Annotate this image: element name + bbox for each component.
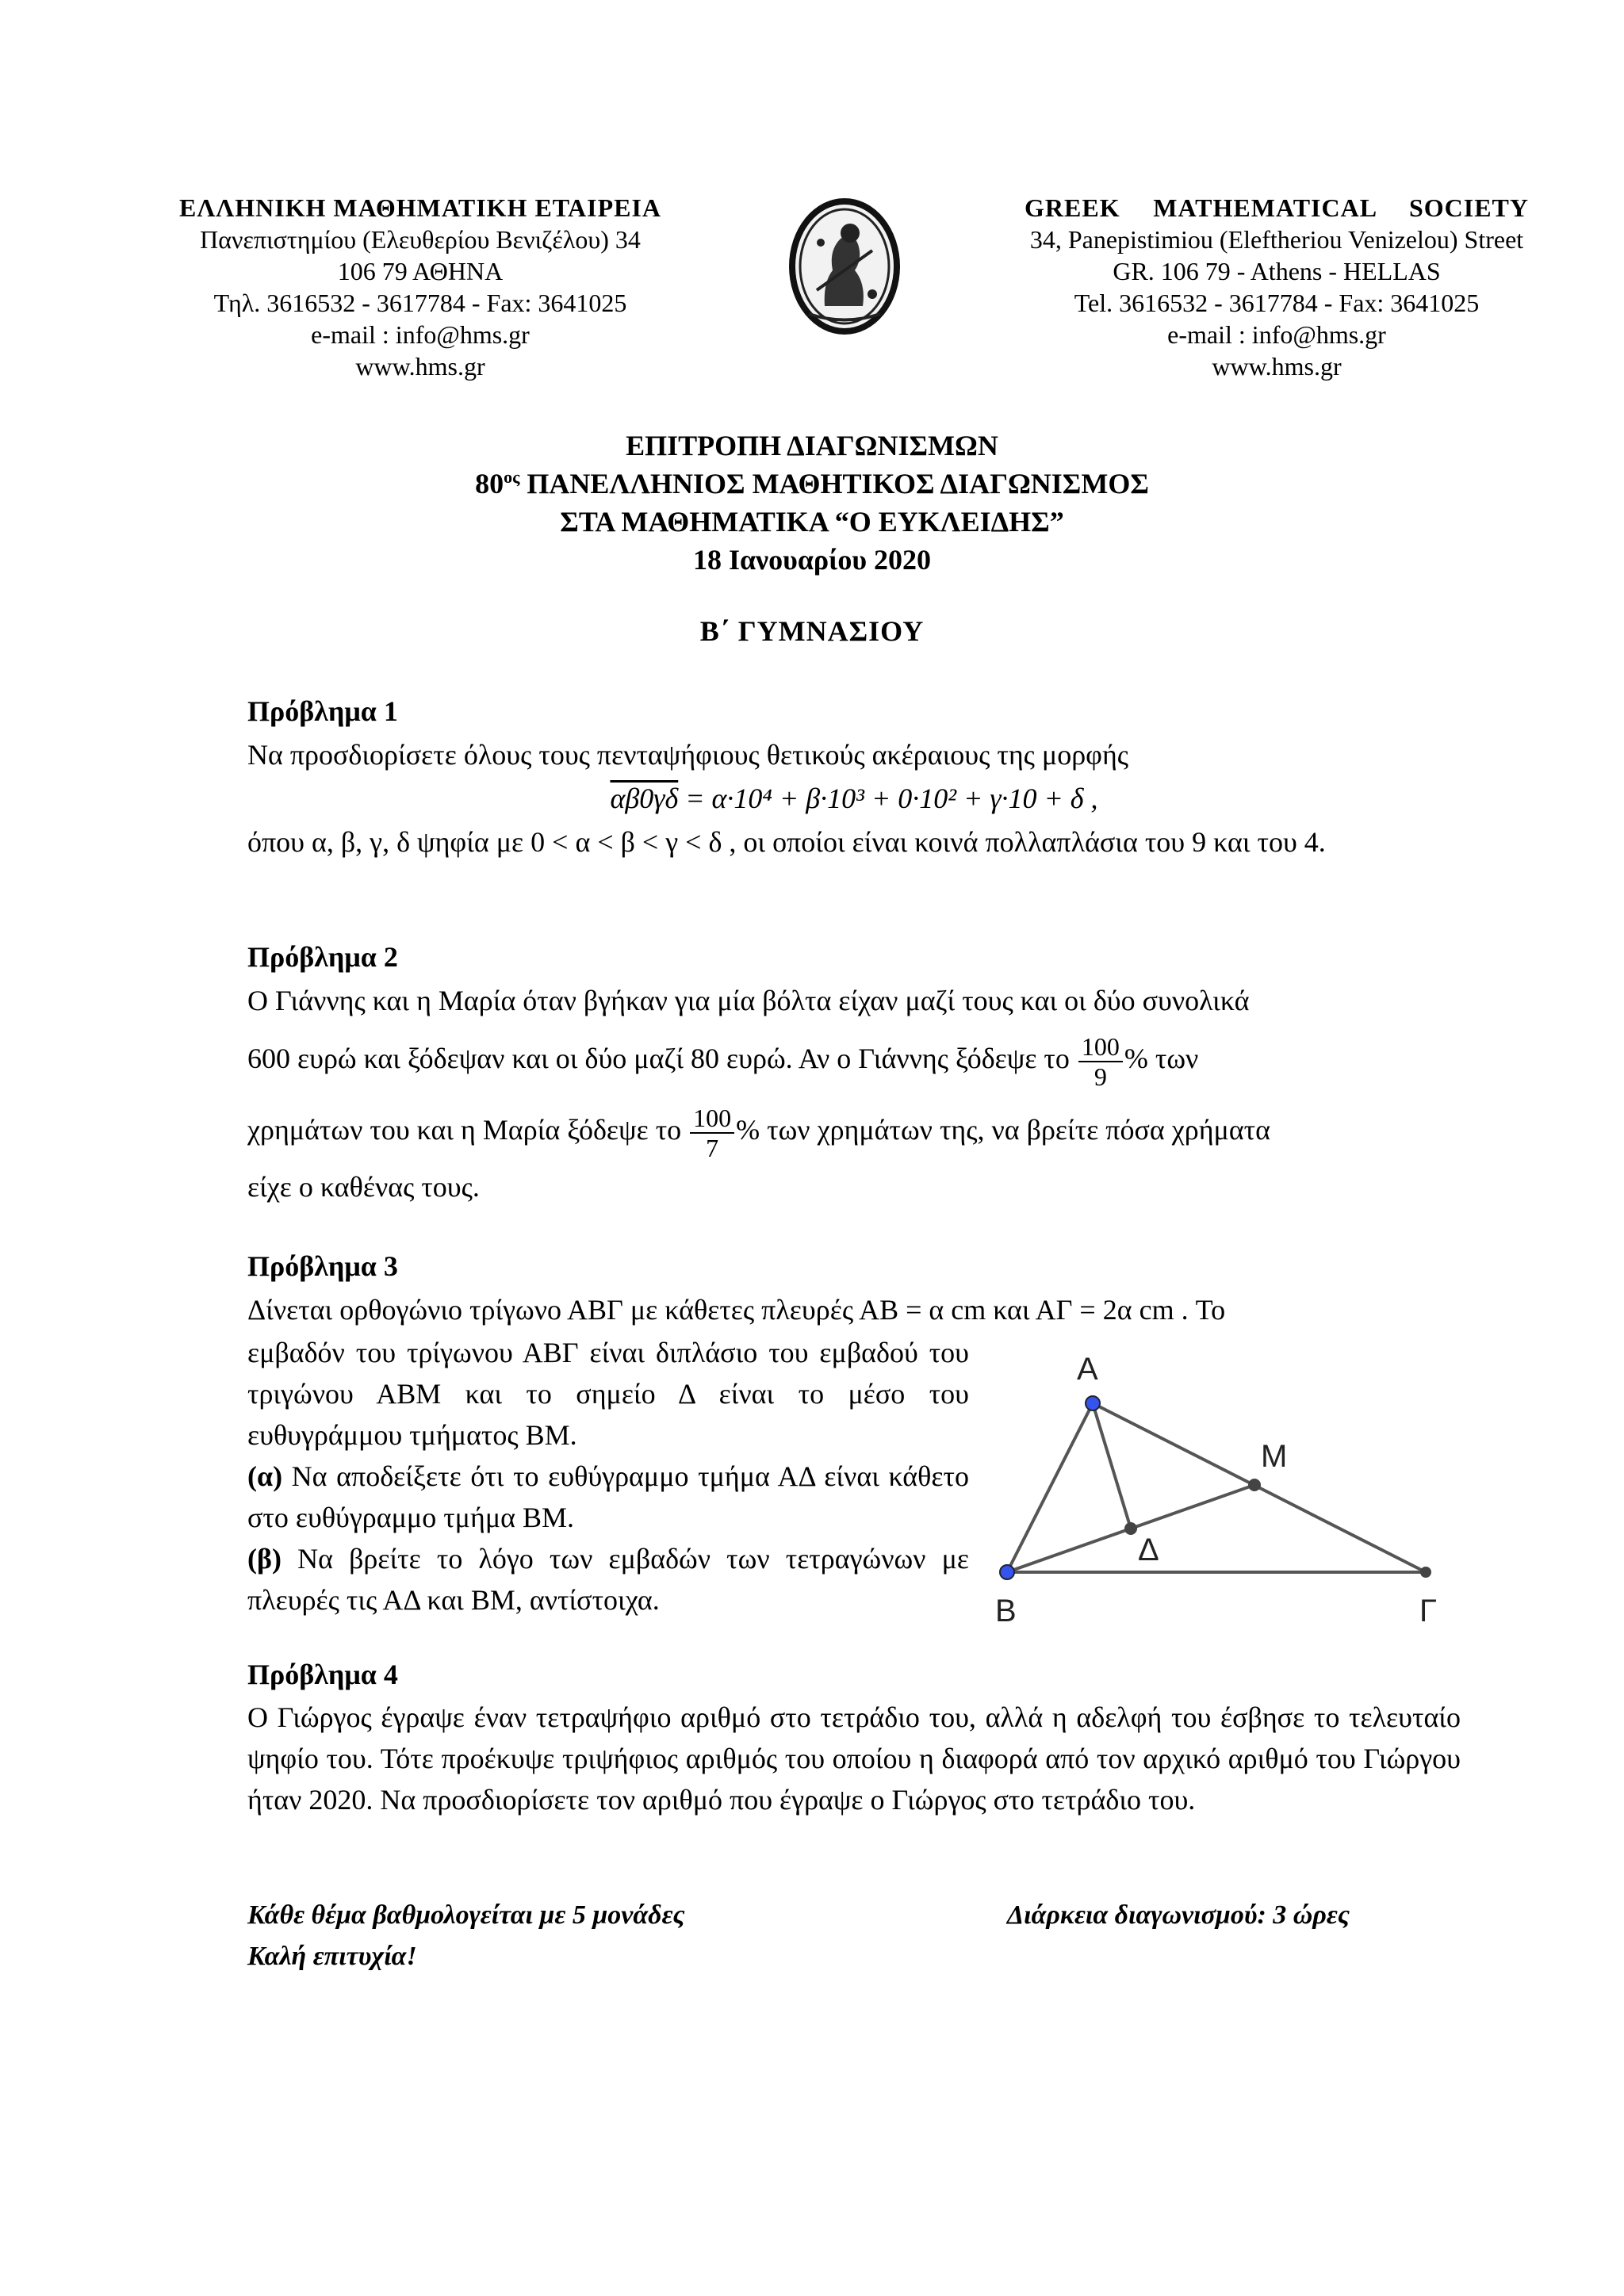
- email-greek: e-mail : info@hms.gr: [311, 320, 530, 349]
- letterhead-greek: [159, 192, 682, 382]
- address-greek: Πανεπιστημίου (Ελευθερίου Βενιζέλου) 34: [200, 225, 641, 254]
- contest-title: [0, 465, 1624, 503]
- problem-2-line2-text: 600 ευρώ και ξόδεψαν και οι δύο μαζί 80 ευρώ. Αν ο Γιάννης ξόδεψε το: [247, 1043, 1070, 1074]
- subject-title: ΣΤΑ ΜΑΘΗΜΑΤΙΚΑ “Ο ΕΥΚΛΕΙΔΗΣ”: [560, 506, 1064, 538]
- fraction-100-9-denominator: 9: [1094, 1062, 1107, 1091]
- problem-2-title: Πρόβλημα 2: [247, 941, 398, 973]
- exam-footer: [247, 1895, 1461, 1977]
- problem-2: [247, 936, 1461, 1209]
- point-d: [1124, 1522, 1137, 1535]
- org-name-english: GREEK MATHEMATICAL SOCIETY: [1025, 193, 1529, 222]
- org-name-greek: ΕΛΛΗΝΙΚΗ ΜΑΘΗΜΑΤΙΚΗ ΕΤΑΙΡΕΙΑ: [178, 193, 662, 222]
- problem-1-number-form: αβ0γδ: [610, 783, 679, 814]
- problem-3-line1: Δίνεται ορθογώνιο τρίγωνο ΑΒΓ με κάθετες πλευρές ΑΒ = α cm και ΑΓ = 2α cm . Το: [247, 1294, 1226, 1326]
- fraction-100-7-numerator: 100: [690, 1104, 734, 1134]
- label-d: Δ: [1138, 1533, 1159, 1567]
- problem-1: [247, 690, 1461, 864]
- label-g: Γ: [1419, 1594, 1438, 1628]
- phone-english: Tel. 3616532 - 3617784 - Fax: 3641025: [1074, 289, 1480, 317]
- fraction-100-9-numerator: 100: [1078, 1032, 1123, 1062]
- problem-3-text: εμβαδόν του τρίγωνου ΑΒΓ είναι διπλάσιο του εμβαδού του τριγώνου ΑΒΜ και το σημείο Δ είναι το μέσο του ευθυγράμμου τμήματος ΒΜ.: [247, 1337, 969, 1451]
- problem-1-title: Πρόβλημα 1: [247, 695, 398, 727]
- problem-2-line4: είχε ο καθένας τους.: [247, 1171, 480, 1203]
- part-a-text: Να αποδείξετε ότι το ευθύγραμμο τμήμα ΑΔ είναι κάθετο στο ευθύγραμμο τμήμα ΒΜ.: [247, 1460, 969, 1533]
- problem-1-formula: [247, 777, 1461, 821]
- city-english: GR. 106 79 - Athens - HELLAS: [1113, 257, 1441, 285]
- point-b: [1000, 1565, 1014, 1579]
- exam-titles: [0, 427, 1624, 579]
- point-m: [1248, 1479, 1261, 1491]
- problem-3-part-a: [247, 1456, 969, 1538]
- good-luck-note: Καλή επιτυχία!: [247, 1942, 417, 1971]
- problem-3-part-b: [247, 1538, 969, 1621]
- problem-1-condition: όπου α, β, γ, δ ψηφία με 0 < α < β < γ < δ , οι οποίοι είναι κοινά πολλαπλάσια του 9 και του 4.: [247, 826, 1326, 858]
- label-m: Μ: [1261, 1439, 1288, 1474]
- phone-greek: Τηλ. 3616532 - 3617784 - Fax: 3641025: [213, 289, 627, 317]
- letterhead: [159, 192, 1538, 390]
- address-english: 34, Panepistimiou (Eleftheriou Venizelou) Street: [1029, 225, 1524, 254]
- contest-ordinal: 80: [475, 468, 504, 499]
- letterhead-english: [1015, 192, 1538, 382]
- society-seal-icon: [785, 195, 904, 338]
- part-b-label: (β): [247, 1543, 282, 1575]
- city-greek: 106 79 ΑΘΗΝΑ: [337, 257, 504, 285]
- committee-title: ΕΠΙΤΡΟΠΗ ΔΙΑΓΩΝΙΣΜΩΝ: [626, 430, 998, 461]
- problem-2-line3: [247, 1094, 1461, 1165]
- problem-1-expansion: = α·10⁴ + β·10³ + 0·10² + γ·10 + δ ,: [678, 783, 1098, 814]
- email-english: e-mail : info@hms.gr: [1167, 320, 1386, 349]
- contest-name: ΠΑΝΕΛΛΗΝΙΟΣ ΜΑΘΗΤΙΚΟΣ ΔΙΑΓΩΝΙΣΜΟΣ: [519, 468, 1149, 499]
- point-a: [1086, 1396, 1100, 1410]
- label-b: Β: [995, 1594, 1017, 1628]
- label-a: Α: [1077, 1352, 1098, 1387]
- web-english: www.hms.gr: [1212, 352, 1342, 381]
- fraction-100-7: [690, 1104, 734, 1162]
- grading-note: Κάθε θέμα βαθμολογείται με 5 μονάδες: [247, 1900, 685, 1930]
- part-b-text: Να βρείτε το λόγο των εμβαδών των τετραγώνων με πλευρές τις ΑΔ και ΒΜ, αντίστοιχα.: [247, 1543, 969, 1616]
- problem-1-line1: Να προσδιορίσετε όλους τους πενταψήφιους θετικούς ακέραιους της μορφής: [247, 739, 1129, 771]
- duration-note: Διάρκεια διαγωνισμού: 3 ώρες: [1006, 1900, 1350, 1930]
- grade-title: Β΄ ΓΥΜΝΑΣΙΟΥ: [699, 615, 925, 647]
- problem-4-text: Ο Γιώργος έγραψε έναν τετραψήφιο αριθμό στο τετράδιο του, αλλά η αδελφή του έσβησε το τελευταίο ψηφίο του. Τότε προέκυψε τριψήφιος αριθμός του οποίου η διαφορά από τον αρχικό αριθμό του Γιώργου ήταν 2020. Να προσδιορίσετε τον αριθμό που έγραψε ο Γιώργος στο τετράδιο του.: [247, 1701, 1461, 1816]
- contest-ordinal-suffix: ος: [504, 467, 520, 487]
- problem-2-line2: [247, 1023, 1461, 1094]
- fraction-100-7-denominator: 7: [706, 1133, 719, 1162]
- problem-4-title: Πρόβλημα 4: [247, 1659, 398, 1690]
- part-a-label: (α): [247, 1460, 283, 1492]
- problem-4: [247, 1653, 1461, 1820]
- segment-ad: [1093, 1403, 1131, 1529]
- triangle-figure: [975, 1340, 1483, 1641]
- problem-3-title: Πρόβλημα 3: [247, 1250, 398, 1282]
- problem-3-body: [247, 1332, 969, 1621]
- web-greek: www.hms.gr: [355, 352, 485, 381]
- problem-2-line3-text: χρημάτων του και η Μαρία ξόδεψε το: [247, 1114, 682, 1146]
- point-g: [1420, 1567, 1431, 1578]
- problem-2-line2-end: % των: [1124, 1043, 1199, 1074]
- exam-date: 18 Ιανουαρίου 2020: [692, 544, 932, 576]
- problem-2-line3-end: % των χρημάτων της, να βρείτε πόσα χρήματα: [736, 1114, 1271, 1146]
- fraction-100-9: [1078, 1032, 1123, 1091]
- problem-2-line1: Ο Γιάννης και η Μαρία όταν βγήκαν για μία βόλτα είχαν μαζί τους και οι δύο συνολικά: [247, 985, 1250, 1016]
